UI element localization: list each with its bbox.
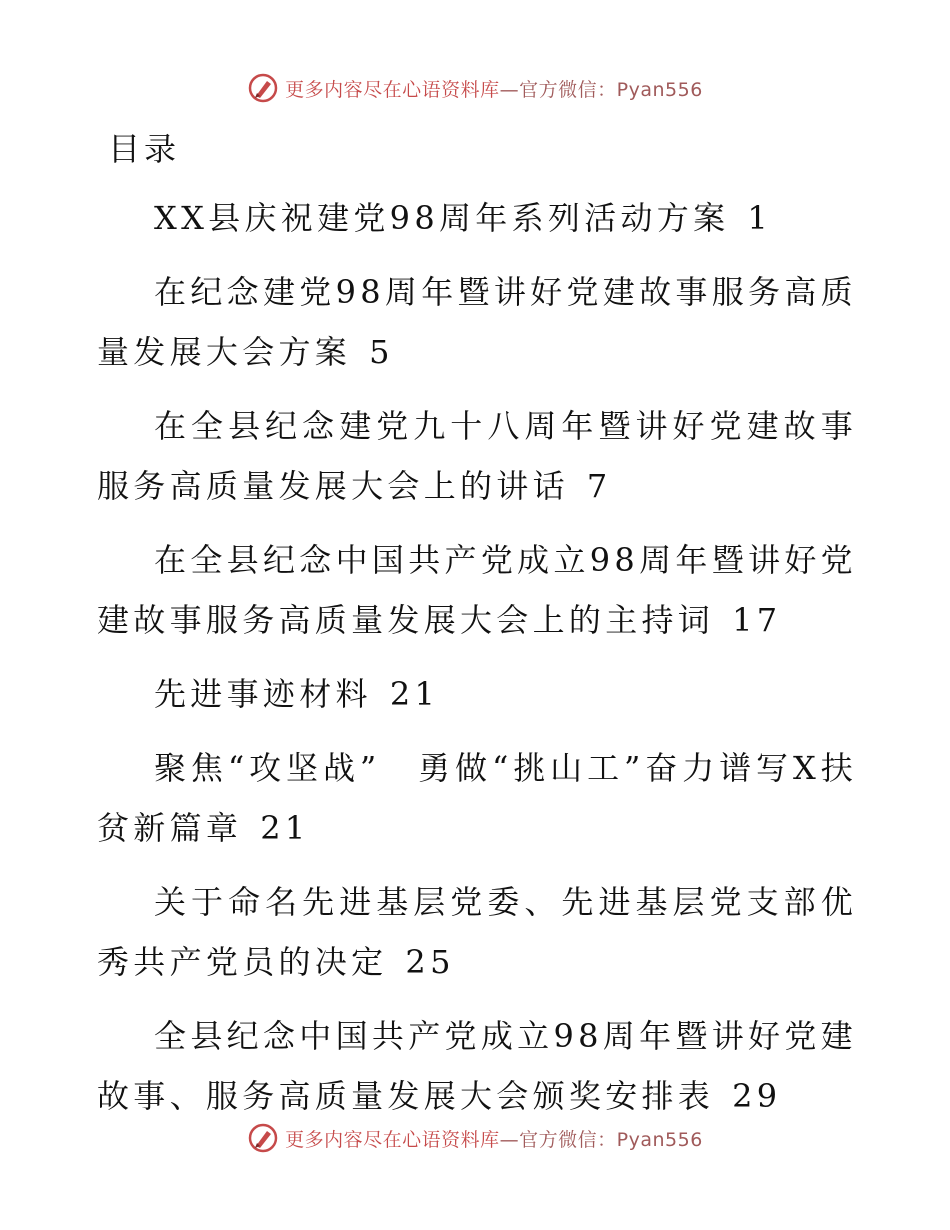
banner-brand-text: 更多内容尽在心语资料库 bbox=[285, 78, 500, 101]
toc-entry-text: 关于命名先进基层党委、先进基层党支部优秀共产党员的决定 bbox=[97, 883, 857, 981]
toc-entry[interactable] bbox=[97, 262, 857, 382]
toc-entry-page: 21 bbox=[260, 809, 310, 847]
toc-entry-text: 在全县纪念中国共产党成立98周年暨讲好党建故事服务高质量发展大会上的主持词 bbox=[97, 541, 857, 639]
toc-entry-page: 1 bbox=[747, 199, 773, 237]
toc-list bbox=[97, 188, 857, 1140]
toc-entry-text: XX县庆祝建党98周年系列活动方案 bbox=[154, 199, 730, 237]
banner-brand-text: 更多内容尽在心语资料库 bbox=[285, 1128, 500, 1151]
toc-entry[interactable] bbox=[97, 530, 857, 650]
toc-entry-text: 先进事迹材料 bbox=[154, 675, 372, 713]
toc-entry-text: 全县纪念中国共产党成立98周年暨讲好党建故事、服务高质量发展大会颁奖安排表 bbox=[97, 1017, 857, 1115]
banner-wechat-text: —官方微信：Pyan556 bbox=[499, 78, 703, 101]
toc-entry[interactable] bbox=[97, 872, 857, 992]
toc-entry-page: 21 bbox=[389, 675, 440, 713]
toc-entry[interactable] bbox=[97, 396, 857, 516]
pen-quill-logo-icon bbox=[247, 1122, 279, 1154]
toc-entry[interactable] bbox=[97, 1006, 857, 1126]
banner-wechat-text: —官方微信：Pyan556 bbox=[499, 1128, 703, 1151]
toc-entry-text: 在纪念建党98周年暨讲好党建故事服务高质量发展大会方案 bbox=[97, 273, 857, 371]
toc-entry-page: 25 bbox=[405, 943, 455, 981]
toc-entry-page: 7 bbox=[586, 467, 612, 505]
toc-entry[interactable] bbox=[97, 188, 857, 248]
toc-title: 目录 bbox=[108, 130, 181, 168]
toc-entry-text: 在全县纪念建党九十八周年暨讲好党建故事服务高质量发展大会上的讲话 bbox=[97, 407, 857, 505]
toc-entry-text: 聚焦“攻坚战” 勇做“挑山工”奋力谱写X扶贫新篇章 bbox=[97, 749, 857, 847]
pen-quill-logo-icon bbox=[247, 72, 279, 104]
toc-entry[interactable] bbox=[97, 664, 857, 724]
toc-entry[interactable] bbox=[97, 738, 857, 858]
header-watermark-banner bbox=[0, 72, 950, 104]
footer-watermark-banner bbox=[0, 1122, 950, 1154]
toc-entry-page: 29 bbox=[732, 1077, 782, 1115]
toc-entry-page: 5 bbox=[369, 333, 394, 371]
toc-entry-page: 17 bbox=[732, 601, 782, 639]
